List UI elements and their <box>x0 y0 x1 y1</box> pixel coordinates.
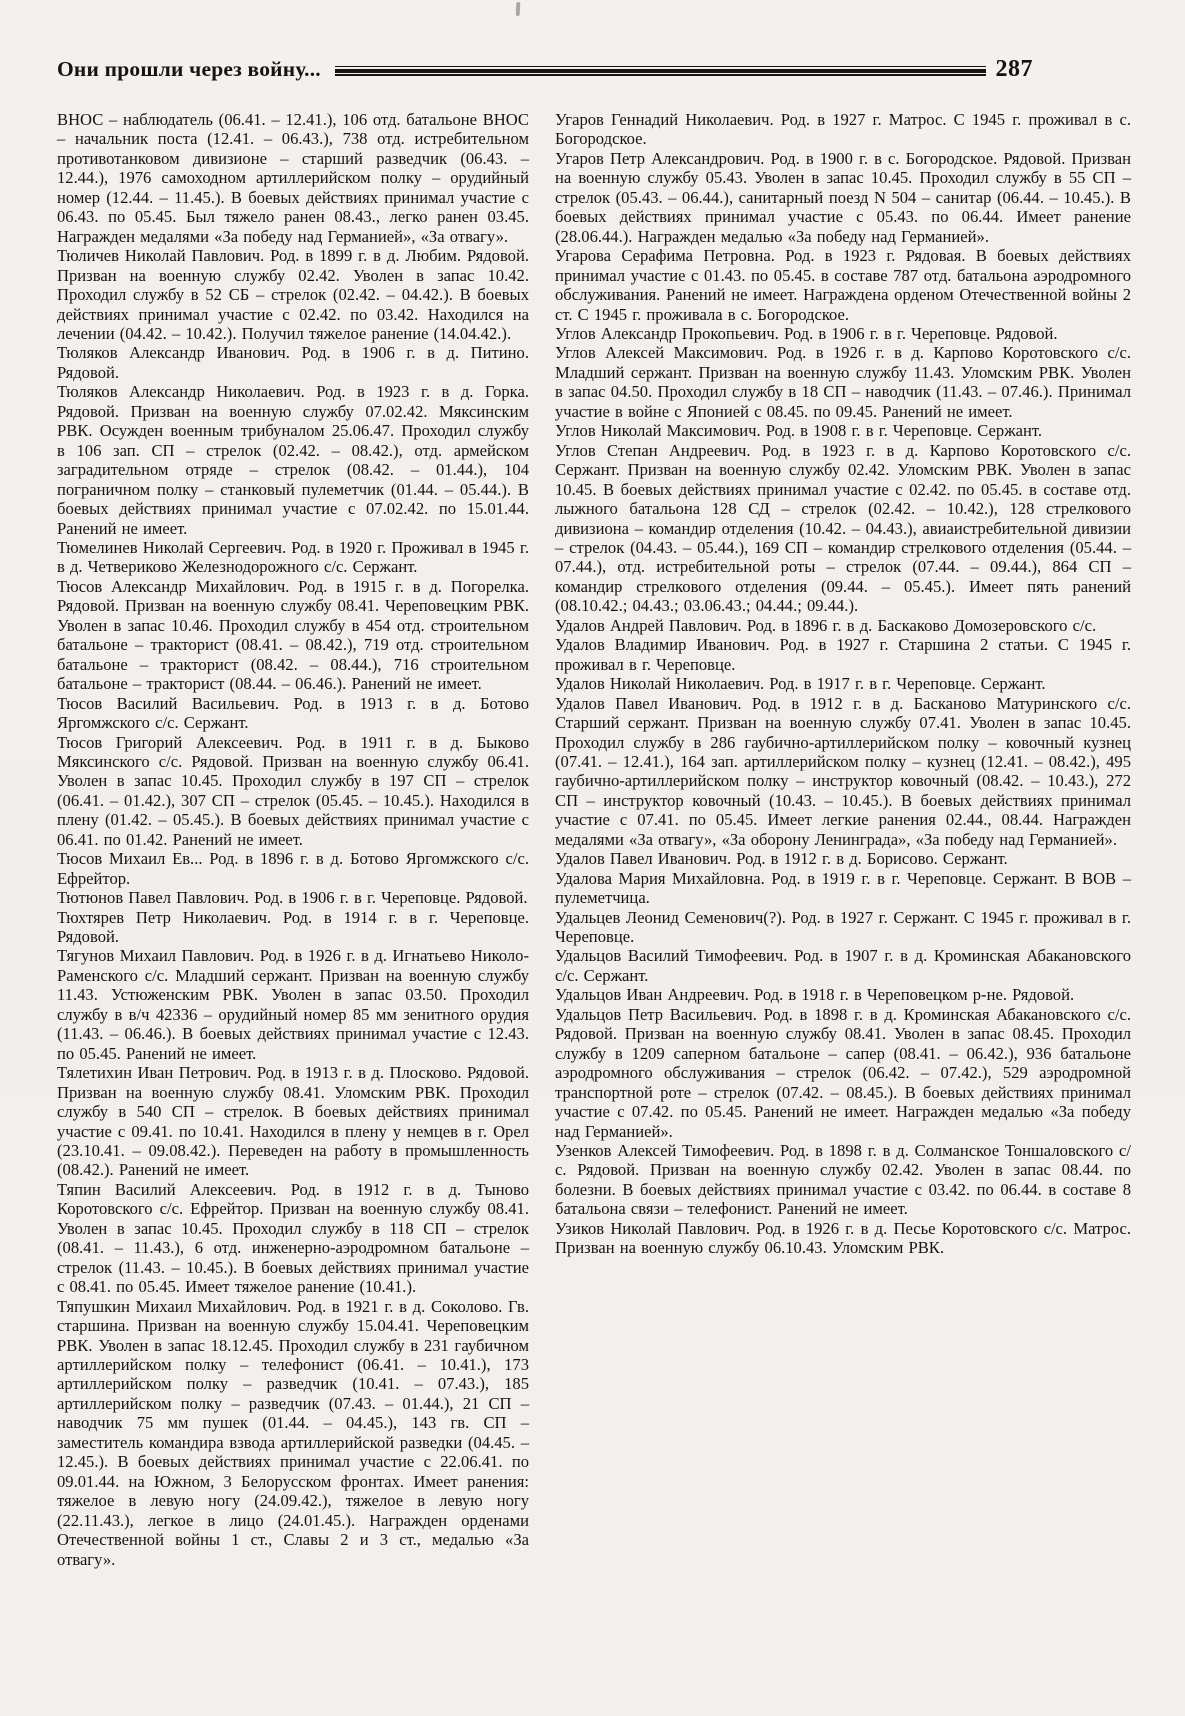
entry: Угаров Петр Александрович. Род. в 1900 г. в с. Богородское. Рядовой. Призван на военную службу 05.43. Уволен в запас 10.45. Проходил службу в 55 СП – стрелок (05.43. – 06.44.), санитарный поезд N 504 – санитар (06.44. – 10.45.). В боевых действиях принимал участие с 05.43. по 06.44. Имеет ранение (28.06.44.). Награжден медалью «За победу над Германией». <box>555 148 1131 246</box>
entry: Тяпушкин Михаил Михайлович. Род. в 1921 г. в д. Соколово. Гв. старшина. Призван на военную службу 15.04.41. Череповецким РВК. Уволен в запас 18.12.45. Проходил службу в 231 гаубичном артиллерийском полку – телефонист (06.41. – 10.41.), 173 артиллерийском полку – разведчик (10.41. – 07.43.), 185 артиллерийском полку – разведчик (07.43. – 01.44.), 21 СП – наводчик 75 мм пушек (01.44. – 04.45.), 143 гв. СП – заместитель командира взвода артиллерийской разведки (04.45. – 12.45.). В боевых действиях принимал участие с 22.06.41. по 09.01.44. на Южном, 3 Белорусском фронтах. Имеет ранения: тяжелое в левую ногу (24.09.42.), тяжелое в левую ногу (22.11.43.), легкое в лицо (24.01.45.). Награжден орденами Отечественной войны 1 ст., Славы 2 и 3 ст., медалью «За отвагу». <box>57 1296 529 1569</box>
entry: Удальцов Василий Тимофеевич. Род. в 1907 г. в д. Кроминская Абакановского с/с. Сержант. <box>555 946 1131 985</box>
entry: Тюсов Василий Васильевич. Род. в 1913 г. в д. Ботово Яргомжского с/с. Сержант. <box>57 693 529 733</box>
header-rule <box>335 65 986 77</box>
right-column <box>555 110 1131 1569</box>
entry: Тюмелинев Николай Сергеевич. Род. в 1920 г. Проживал в 1945 г. в д. Четвериково Железнодорожного с/с. Сержант. <box>57 537 529 577</box>
page-header <box>57 56 1033 83</box>
entry: Углов Николай Максимович. Род. в 1908 г. в г. Череповце. Сержант. <box>555 421 1043 441</box>
left-column <box>57 110 529 1569</box>
entry: Тюсов Григорий Алексеевич. Род. в 1911 г. в д. Быково Мяксинского с/с. Рядовой. Призван на военную службу 06.41. Уволен в запас 10.45. Проходил службу в 197 СП – стрелок (06.41. – 01.42.), 307 СП – стрелок (05.45. – 10.45.). Находился в плену (01.42. – 05.45.). В боевых действиях принимал участие с 06.41. по 01.42. Ранений не имеет. <box>57 732 529 849</box>
entry: Тюсов Михаил Ев... Род. в 1896 г. в д. Ботово Яргомжского с/с. Ефрейтор. <box>57 849 529 888</box>
entry: Тюляков Александр Николаевич. Род. в 1923 г. в д. Горка. Рядовой. Призван на военную службу 07.02.42. Мяксинским РВК. Осужден военным трибуналом 25.06.47. Проходил службу в 106 зап. СП – стрелок (02.42. – 08.42.), отд. армейском заградительном отряде – стрелок (08.42. – 01.44.), 104 пограничном полку – станковый пулеметчик (01.44. – 05.44.). В боевых действиях принимал участие с 07.02.42. по 15.01.44. Ранений не имеет. <box>57 382 529 538</box>
entry: Удалов Владимир Иванович. Род. в 1927 г. Старшина 2 статьи. С 1945 г. проживал в г. Череповце. <box>555 635 1131 674</box>
entry: Тюляков Александр Иванович. Род. в 1906 г. в д. Питино. Рядовой. <box>57 343 529 382</box>
entry: Удальцов Петр Васильевич. Род. в 1898 г. в д. Кроминская Абакановского с/с. Рядовой. Призван на военную службу 08.41. Уволен в запас 08.45. Проходил службу в 1209 саперном батальоне – сапер (08.41. – 06.42.), 936 батальоне аэродромного обслуживания – стрелок (06.42. – 07.42.), 529 аэродромной транспортной роте – стрелок (07.42. – 08.45.). В боевых действиях принимал участие с 07.42. по 05.45. Ранений не имеет. Награжден медалью «За победу над Германией». <box>555 1004 1131 1141</box>
entry: Удалов Андрей Павлович. Род. в 1896 г. в д. Баскаково Домозеровского с/с. <box>555 615 1097 635</box>
entry: Тяпин Василий Алексеевич. Род. в 1912 г. в д. Тыново Коротовского с/с. Ефрейтор. Призван на военную службу 08.41. Уволен в запас 10.45. Проходил службу в 118 СП – стрелок (08.41. – 11.43.), 6 отд. инженерно-аэродромном батальоне – стрелок (11.43. – 10.45.). В боевых действиях принимал участие с 08.41. по 05.45. Имеет тяжелое ранение (10.41.). <box>57 1179 529 1297</box>
entry: Удалов Павел Иванович. Род. в 1912 г. в д. Басканово Матуринского с/с. Старший сержант. Призван на военную службу 07.41. Уволен в запас 10.45. Проходил службу в 286 гаубично-артиллерийском полку – ковочный кузнец (07.41. – 12.41.), 164 зап. артиллерийском полку – кузнец (12.41. – 08.42.), 495 гаубично-артиллерийском полку – инструктор ковочный (08.42. – 10.43.), 272 СП – инструктор ковочный (10.43. – 10.45.). В боевых действиях принимал участие с 07.41. по 05.45. Имеет легкие ранения 02.44., 08.44. Награжден медалями «За отвагу», «За оборону Ленинграда», «За победу над Германией». <box>555 693 1131 849</box>
entry-continuation: ВНОС – наблюдатель (06.41. – 12.41.), 106 отд. батальоне ВНОС – начальник поста (12.41. – 06.43.), 738 отд. истребительном противотанковом дивизионе – старший разведчик (06.43. – 12.44.), 1976 самоходном артиллерийском полку – орудийный номер (12.44. – 11.45.). В боевых действиях принимал участие с 06.43. по 05.45. Был тяжело ранен 08.43., легко ранен 03.45. Награжден медалями «За победу над Германией», «За отвагу». <box>57 110 529 246</box>
running-title: Они прошли через войну... <box>57 57 321 81</box>
entry: Удальцев Леонид Семенович(?). Род. в 1927 г. Сержант. С 1945 г. проживал в г. Череповце. <box>555 907 1131 947</box>
scan-artifact <box>516 2 521 16</box>
entry: Углов Степан Андреевич. Род. в 1923 г. в д. Карпово Коротовского с/с. Сержант. Призван на военную службу 02.42. Уломским РВК. Уволен в запас 10.45. В боевых действиях принимал участие с 02.42. по 05.45. в составе отд. лыжного батальона 128 СД – стрелок (02.42. – 10.42.), 128 стрелкового дивизиона – командир отделения (10.42. – 04.43.), авиаистребительной дивизии – стрелок (04.43. – 05.44.), 169 СП – командир стрелкового отделения (05.44. – 07.44.), отд. истребительной роты – стрелок (07.44. – 09.44.), 864 СП – командир стрелкового отделения (09.44. – 05.45.). Имеет пять ранений (08.10.42.; 04.43.; 03.06.43.; 04.44.; 09.44.). <box>555 440 1131 616</box>
entry: Угарова Серафима Петровна. Род. в 1923 г. Рядовая. В боевых действиях принимал участие с 01.43. по 05.45. в составе 787 отд. батальона аэродромного обслуживания. Ранений не имеет. Награждена орденом Отечественной войны 2 ст. С 1945 г. проживала в с. Богородское. <box>555 246 1131 324</box>
header-rule-line <box>335 69 986 73</box>
entry: Удалов Павел Иванович. Род. в 1912 г. в д. Борисово. Сержант. <box>555 849 1008 869</box>
entry: Углов Александр Прокопьевич. Род. в 1906 г. в г. Череповце. Рядовой. <box>555 323 1058 343</box>
header-rule-line <box>335 74 986 76</box>
entry: Узенков Алексей Тимофеевич. Род. в 1898 г. в д. Солманское Тоншаловского с/с. Рядовой. Призван на военную службу 02.42. Уволен в запас 08.44. по болезни. В боевых действиях принимал участие с 03.42. по 06.44. в составе 8 батальона связи – телефонист. Ранений не имеет. <box>555 1141 1131 1219</box>
entry: Тютюнов Павел Павлович. Род. в 1906 г. в г. Череповце. Рядовой. <box>57 888 528 908</box>
entry: Тюсов Александр Михайлович. Род. в 1915 г. в д. Погорелка. Рядовой. Призван на военную службу 08.41. Череповецким РВК. Уволен в запас 10.46. Проходил службу в 454 отд. строительном батальоне – тракторист (08.41. – 08.42.), 719 отд. строительном батальоне – тракторист (08.42. – 08.44.), 716 строительном батальоне – тракторист (08.44. – 06.46.). Ранений не имеет. <box>57 576 529 694</box>
entry: Узиков Николай Павлович. Род. в 1926 г. в д. Песье Коротовского с/с. Матрос. Призван на военную службу 06.10.43. Уломским РВК. <box>555 1218 1131 1258</box>
page-number: 287 <box>995 56 1033 82</box>
entry: Тюхтярев Петр Николаевич. Род. в 1914 г. в г. Череповце. Рядовой. <box>57 907 529 947</box>
header-rule-line <box>335 66 986 68</box>
entry: Тюличев Николай Павлович. Род. в 1899 г. в д. Любим. Рядовой. Призван на военную службу 02.42. Уволен в запас 10.42. Проходил службу в 52 СБ – стрелок (02.42. – 04.42.). В боевых действиях принимал участие с 02.42. по 03.42. Находился на лечении (04.42. – 10.42.). Получил тяжелое ранение (14.04.42.). <box>57 246 529 343</box>
entry: Тягунов Михаил Павлович. Род. в 1926 г. в д. Игнатьево Николо-Раменского с/с. Младший сержант. Призван на военную службу 11.43. Устюженским РВК. Уволен в запас 03.50. Проходил службу в в/ч 42336 – орудийный номер 85 мм зенитного орудия (11.43. – 06.46.). В боевых действиях принимал участие с 12.43. по 05.45. Ранений не имеет. <box>57 946 529 1063</box>
entry: Удальцов Иван Андреевич. Род. в 1918 г. в Череповецком р-не. Рядовой. <box>555 985 1075 1005</box>
entry: Углов Алексей Максимович. Род. в 1926 г. в д. Карпово Коротовского с/с. Младший сержант. Призван на военную службу 11.43. Уломским РВК. Уволен в запас 04.50. Проходил службу в 18 СП – наводчик (11.43. – 07.46.). Принимал участие в войне с Японией с 08.45. по 09.45. Ранений не имеет. <box>555 343 1131 421</box>
entry: Тялетихин Иван Петрович. Род. в 1913 г. в д. Плосково. Рядовой. Призван на военную службу 08.41. Уломским РВК. Проходил службу в 540 СП – стрелок. В боевых действиях принимал участие с 09.41. по 10.41. Находился в плену у немцев в г. Орел (23.10.41. – 09.08.42.). Переведен на работу в промышленность (08.42.). Ранений не имеет. <box>57 1063 529 1180</box>
entry: Угаров Геннадий Николаевич. Род. в 1927 г. Матрос. С 1945 г. проживал в с. Богородское. <box>555 110 1131 149</box>
entry: Удалова Мария Михайловна. Род. в 1919 г. в г. Череповце. Сержант. В ВОВ – пулеметчица. <box>555 868 1131 908</box>
text-columns <box>57 110 1131 1569</box>
entry: Удалов Николай Николаевич. Род. в 1917 г. в г. Череповце. Сержант. <box>555 674 1046 694</box>
